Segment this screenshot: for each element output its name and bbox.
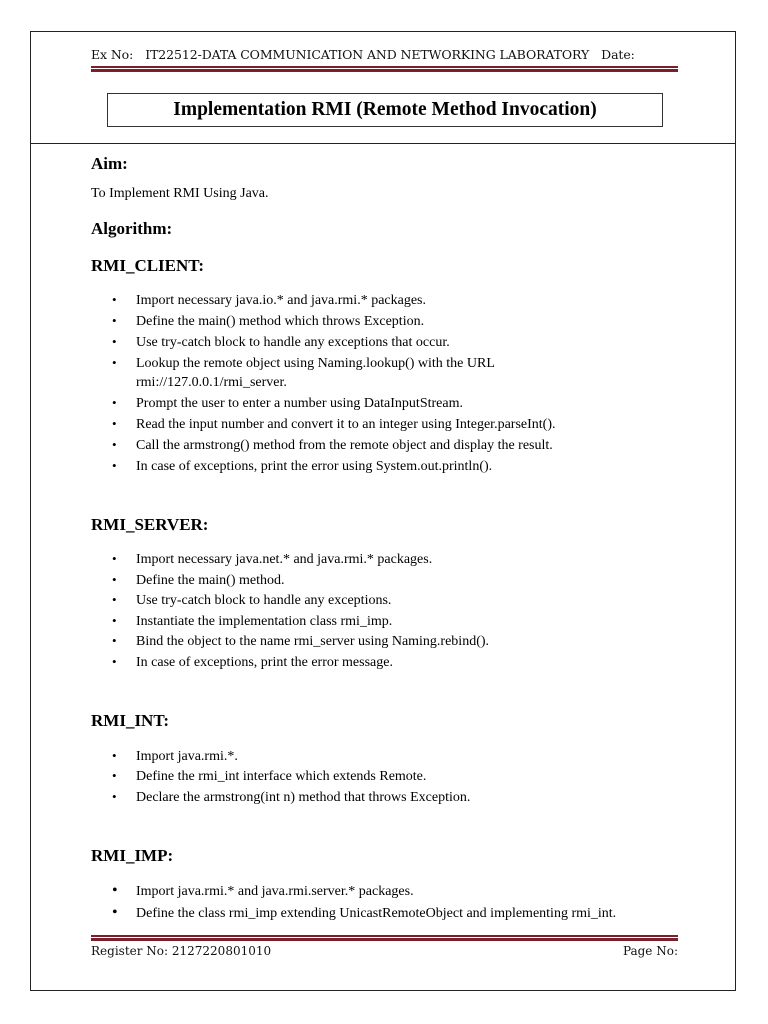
bullet: • bbox=[112, 904, 118, 921]
list-item: • In case of exceptions, print the error message. bbox=[112, 654, 393, 670]
list-item: • Call the armstrong() method from the remote object and display the result. bbox=[112, 437, 553, 453]
list-item: • Import java.rmi.*. bbox=[112, 748, 238, 764]
bullet: • bbox=[112, 592, 117, 607]
bullet: • bbox=[112, 882, 118, 899]
bullet: • bbox=[112, 789, 117, 804]
header-separator bbox=[30, 143, 736, 144]
list-item: • Bind the object to the name rmi_server using Naming.rebind(). bbox=[112, 633, 490, 649]
bullet: • bbox=[112, 416, 117, 431]
bullet: • bbox=[112, 355, 117, 370]
bullet: • bbox=[112, 334, 117, 349]
list-item: • Import java.rmi.* and java.rmi.server.* packages. bbox=[112, 882, 414, 899]
int-heading: RMI_INT: bbox=[91, 711, 170, 730]
bullet: • bbox=[112, 633, 117, 648]
bullet: • bbox=[112, 395, 117, 410]
list-item: • Declare the armstrong(int n) method that throws Exception. bbox=[112, 789, 471, 805]
list-item: • In case of exceptions, print the error using System.out.println(). bbox=[112, 458, 493, 474]
bullet: • bbox=[112, 437, 117, 452]
page-no: Page No: bbox=[622, 944, 678, 958]
ex-no-label: Ex No: bbox=[91, 47, 134, 62]
list-item: • Define the main() method. bbox=[112, 572, 285, 588]
list-item: • Lookup the remote object using Naming.lookup() with the URL bbox=[112, 355, 495, 371]
bullet: • bbox=[112, 572, 117, 587]
list-item: • Define the class rmi_imp extending UnicastRemoteObject and implementing rmi_int. bbox=[112, 904, 617, 921]
list-item: • Define the main() method which throws Exception. bbox=[112, 313, 425, 329]
bullet: • bbox=[112, 748, 117, 763]
bullet: • bbox=[112, 654, 117, 669]
client-heading: RMI_CLIENT: bbox=[91, 256, 205, 275]
page-header bbox=[91, 47, 635, 62]
footer-rule bbox=[91, 935, 678, 941]
aim-heading: Aim: bbox=[91, 154, 128, 173]
lab-name: IT22512-DATA COMMUNICATION AND NETWORKING LABORATORY bbox=[145, 47, 590, 62]
bullet: • bbox=[112, 768, 117, 783]
list-item: • Import necessary java.io.* and java.rmi.* packages. bbox=[112, 292, 427, 308]
bullet: • bbox=[112, 292, 117, 307]
list-item: • Import necessary java.net.* and java.rmi.* packages. bbox=[112, 551, 433, 567]
list-item: • Instantiate the implementation class rmi_imp. bbox=[112, 613, 393, 629]
bullet: • bbox=[112, 458, 117, 473]
date-label: Date: bbox=[601, 47, 635, 62]
list-item: • Use try-catch block to handle any exceptions that occur. bbox=[112, 334, 450, 350]
list-item: • Prompt the user to enter a number using DataInputStream. bbox=[112, 395, 463, 411]
header-rule bbox=[91, 66, 678, 72]
bullet: • bbox=[112, 313, 117, 328]
bullet: • bbox=[112, 551, 117, 566]
list-item-continuation: rmi://127.0.0.1/rmi_server. bbox=[136, 375, 287, 390]
algorithm-heading: Algorithm: bbox=[91, 219, 173, 238]
list-item: • Read the input number and convert it to an integer using Integer.parseInt(). bbox=[112, 416, 556, 432]
register-no: Register No: 2127220801010 bbox=[91, 944, 272, 958]
list-item: • Define the rmi_int interface which extends Remote. bbox=[112, 768, 427, 784]
server-heading: RMI_SERVER: bbox=[91, 515, 209, 534]
list-item: • Use try-catch block to handle any exceptions. bbox=[112, 592, 392, 608]
page-title: Implementation RMI (Remote Method Invocation) bbox=[107, 93, 663, 127]
imp-heading: RMI_IMP: bbox=[91, 846, 174, 865]
bullet: • bbox=[112, 613, 117, 628]
aim-text: To Implement RMI Using Java. bbox=[91, 186, 269, 201]
